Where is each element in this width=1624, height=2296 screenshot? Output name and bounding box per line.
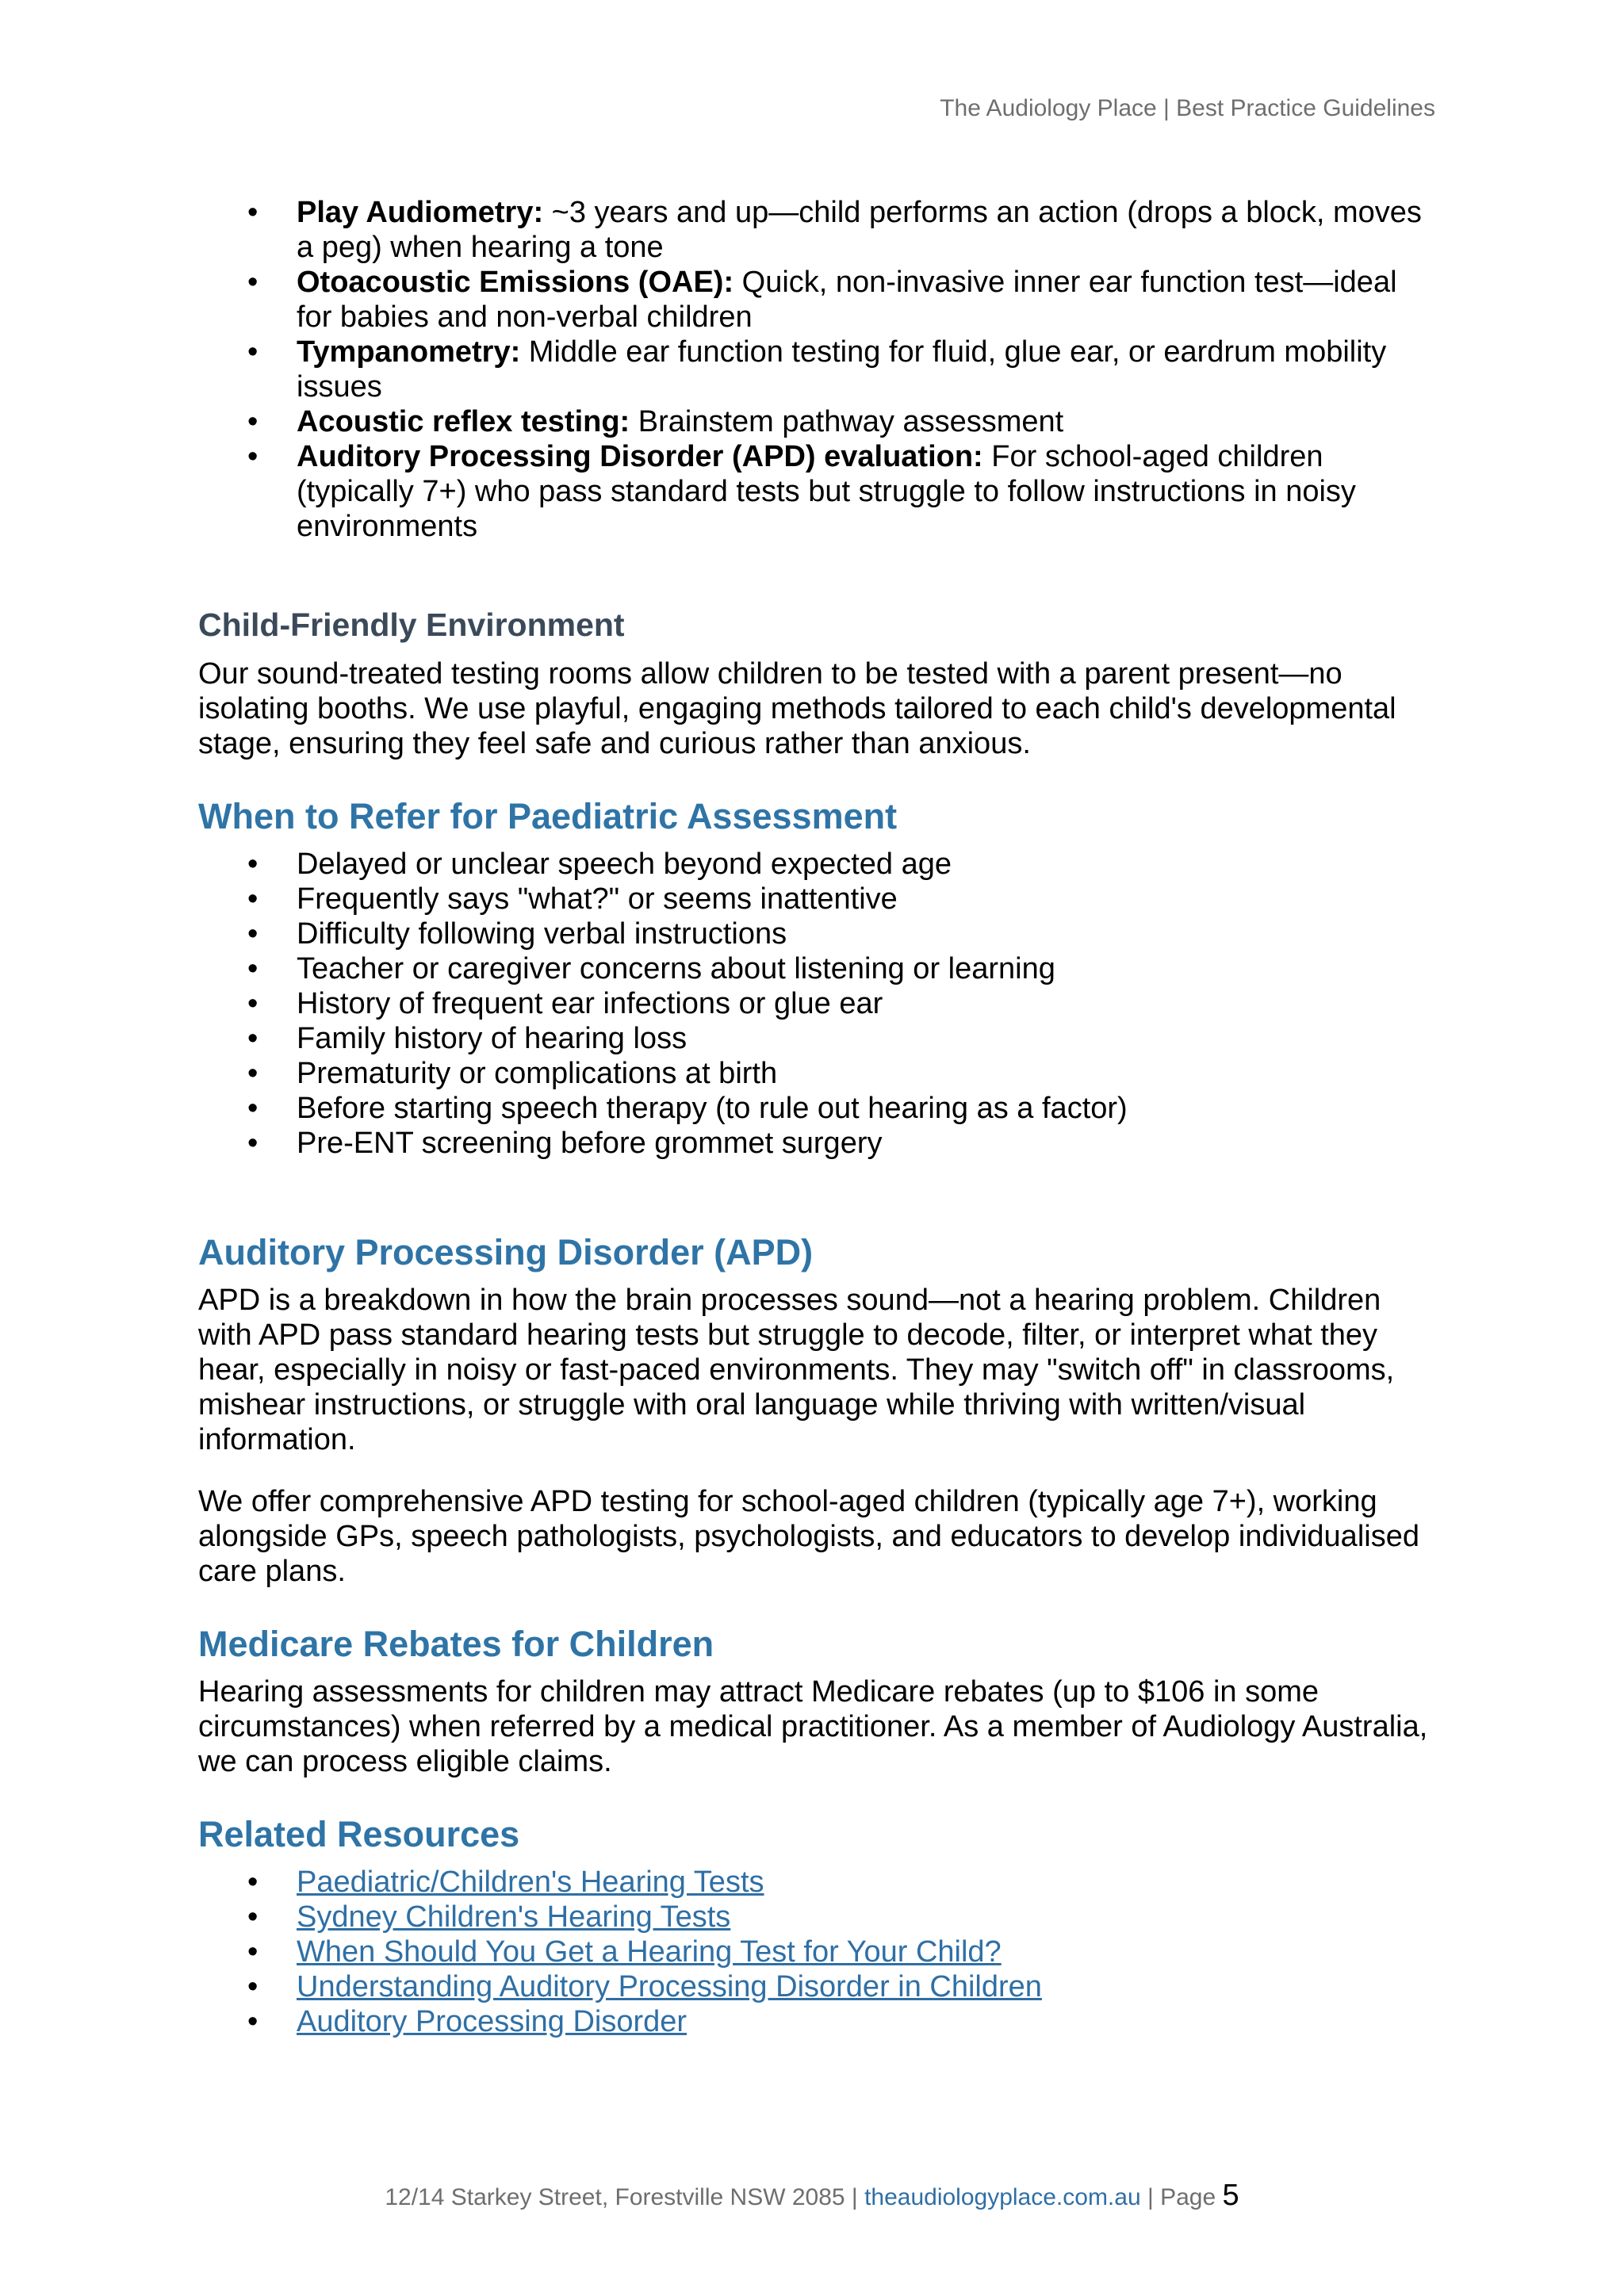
- list-item: [198, 335, 1435, 404]
- term: Play Audiometry:: [297, 196, 544, 229]
- list-item: • Prematurity or complications at birth: [198, 1056, 1435, 1091]
- list-item: [198, 195, 1435, 265]
- description: ~3 years and up—child performs an action (drops a block, moves a peg) when hearing a tone: [297, 196, 1422, 264]
- term: Tympanometry:: [297, 335, 521, 369]
- resource-link[interactable]: Sydney Children's Hearing Tests: [297, 1900, 731, 1934]
- list-item: [198, 404, 1435, 439]
- list-item: [198, 2004, 1435, 2039]
- refer-list: [198, 847, 1435, 1161]
- description: Brainstem pathway assessment: [630, 405, 1064, 438]
- list-item: [198, 265, 1435, 335]
- description: Middle ear function testing for fluid, glue ear, or eardrum mobility issues: [297, 335, 1387, 404]
- resource-link[interactable]: Auditory Processing Disorder: [297, 2005, 688, 2038]
- page-number: 5: [1222, 2179, 1239, 2212]
- refer-heading: When to Refer for Paediatric Assessment: [198, 796, 898, 836]
- description: For school-aged children (typically 7+) who pass standard tests but struggle to follow instructions in noisy environments: [297, 440, 1356, 543]
- list-item: [198, 439, 1435, 544]
- list-item: [198, 1934, 1435, 1969]
- apd-heading: Auditory Processing Disorder (APD): [198, 1232, 814, 1272]
- medicare-body: Hearing assessments for children may attract Medicare rebates (up to $106 in some circumstances) when referred by a medical practitioner. As a member of Audiology Australia, we can process eligible claims.: [198, 1675, 1428, 1778]
- list-item: • Teacher or caregiver concerns about listening or learning: [198, 951, 1435, 986]
- child-friendly-body: Our sound-treated testing rooms allow children to be tested with a parent present—no isolating booths. We use playful, engaging methods tailored to each child's developmental stage, ensuring they feel safe and curious rather than anxious.: [198, 657, 1396, 760]
- list-item: [198, 1900, 1435, 1934]
- list-item: • Before starting speech therapy (to rule out hearing as a factor): [198, 1091, 1435, 1126]
- list-item: • Delayed or unclear speech beyond expected age: [198, 847, 1435, 882]
- resource-link[interactable]: Paediatric/Children's Hearing Tests: [297, 1866, 764, 1899]
- list-item: [198, 1969, 1435, 2004]
- resources-heading: Related Resources: [198, 1814, 520, 1854]
- tests-list: [198, 195, 1435, 544]
- description: Quick, non-invasive inner ear function test—ideal for babies and non-verbal children: [297, 266, 1397, 334]
- apd-paragraph-2: We offer comprehensive APD testing for school-aged children (typically age 7+), working alongside GPs, speech pathologists, psychologists, and educators to develop individualised care plans.: [198, 1485, 1419, 1588]
- medicare-heading: Medicare Rebates for Children: [198, 1624, 714, 1664]
- list-item: • History of frequent ear infections or glue ear: [198, 986, 1435, 1021]
- page-content: [198, 195, 1435, 2039]
- list-item: • Pre-ENT screening before grommet surgery: [198, 1126, 1435, 1161]
- list-item: • Difficulty following verbal instructions: [198, 916, 1435, 951]
- running-header: The Audiology Place | Best Practice Guidelines: [940, 95, 1435, 121]
- term: Auditory Processing Disorder (APD) evaluation:: [297, 440, 983, 473]
- term: Otoacoustic Emissions (OAE):: [297, 266, 734, 299]
- resources-list: [198, 1865, 1435, 2039]
- list-item: • Family history of hearing loss: [198, 1021, 1435, 1056]
- page-footer: [0, 2179, 1624, 2213]
- resource-link[interactable]: Understanding Auditory Processing Disorder in Children: [297, 1970, 1042, 2003]
- footer-address: 12/14 Starkey Street, Forestville NSW 2085 |: [385, 2184, 865, 2210]
- child-friendly-heading: Child-Friendly Environment: [198, 607, 625, 643]
- apd-paragraph-1: APD is a breakdown in how the brain processes sound—not a hearing problem. Children with APD pass standard hearing tests but struggle to decode, filter, or interpret what they hear, especially in noisy or fast-paced environments. They may "switch off" in classrooms, mishear instructions, or struggle with oral language while thriving with written/visual information.: [198, 1284, 1395, 1456]
- list-item: [198, 1865, 1435, 1900]
- resource-link[interactable]: When Should You Get a Hearing Test for Your Child?: [297, 1935, 1002, 1969]
- list-item: • Frequently says "what?" or seems inattentive: [198, 882, 1435, 916]
- footer-website-link[interactable]: theaudiologyplace.com.au: [864, 2184, 1141, 2210]
- term: Acoustic reflex testing:: [297, 405, 630, 438]
- footer-page-label: | Page: [1140, 2184, 1223, 2210]
